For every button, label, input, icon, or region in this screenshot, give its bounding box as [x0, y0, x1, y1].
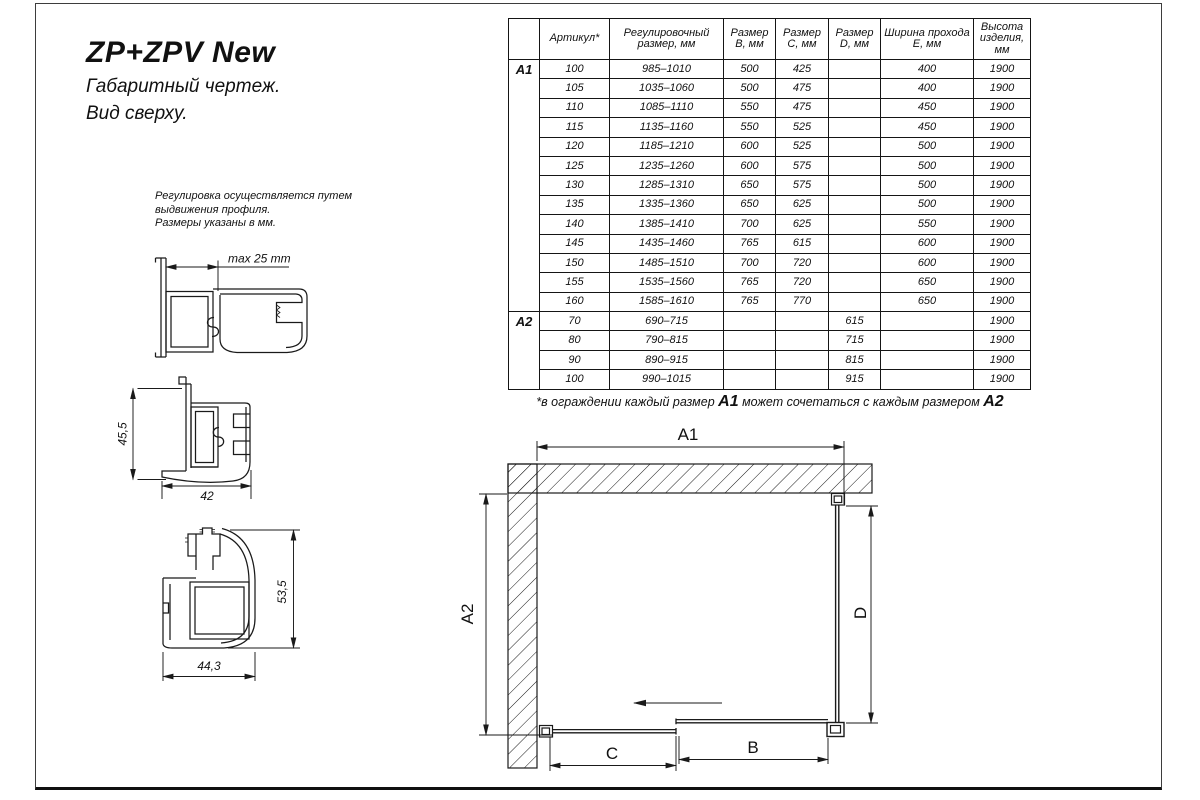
table-cell: 500: [724, 60, 776, 79]
table-cell: [829, 234, 881, 253]
table-cell: 650: [881, 273, 974, 292]
table-cell: 1900: [974, 60, 1031, 79]
table-cell: 1900: [974, 215, 1031, 234]
table-cell: 525: [776, 118, 829, 137]
dim-label-a2: A2: [458, 603, 477, 625]
product-title: ZP+ZPV New: [86, 36, 276, 69]
table-cell: [829, 137, 881, 156]
table-row: [509, 156, 1031, 175]
table-cell: 1335–1360: [610, 195, 724, 214]
table-cell: 400: [881, 79, 974, 98]
table-cell: 1900: [974, 370, 1031, 389]
table-cell: 1900: [974, 292, 1031, 311]
table-header-cell: Ширина прохода E, мм: [881, 19, 974, 60]
table-row: [509, 350, 1031, 369]
table-cell: 1900: [974, 156, 1031, 175]
table-cell: [829, 98, 881, 117]
group-label-cell: A1: [509, 60, 540, 312]
table-cell: 715: [829, 331, 881, 350]
table-cell: 105: [540, 79, 610, 98]
footnote-a2: A2: [983, 393, 1004, 410]
table-row: [509, 215, 1031, 234]
table-cell: 915: [829, 370, 881, 389]
table-cell: 500: [881, 137, 974, 156]
fixed-panel-c: [553, 728, 677, 735]
table-cell: 1585–1610: [610, 292, 724, 311]
table-cell: [776, 331, 829, 350]
dim-label-a1: A1: [677, 425, 699, 444]
table-row: [509, 98, 1031, 117]
table-cell: 765: [724, 273, 776, 292]
table-cell: 450: [881, 118, 974, 137]
profile-chamber-outer: [190, 582, 249, 639]
table-cell: [829, 60, 881, 79]
dim-label-42: 42: [200, 489, 214, 503]
view-label: Вид сверху.: [86, 103, 188, 124]
table-cell: [829, 79, 881, 98]
table-cell: 70: [540, 312, 610, 331]
table-cell: 1435–1460: [610, 234, 724, 253]
profile-right-inner: [220, 294, 302, 348]
table-cell: 890–915: [610, 350, 724, 369]
sliding-door-b: [676, 719, 828, 725]
profile-right-walls: [246, 407, 250, 462]
table-cell: 1535–1560: [610, 273, 724, 292]
table-row: [509, 312, 1031, 331]
table-cell: 135: [540, 195, 610, 214]
note-line: Регулировка осуществляется путем: [155, 190, 352, 202]
table-cell: 1085–1110: [610, 98, 724, 117]
table-cell: 1900: [974, 273, 1031, 292]
size-table: [508, 18, 1031, 390]
table-cell: 650: [881, 292, 974, 311]
table-cell: [829, 253, 881, 272]
table-header-cell: Размер B, мм: [724, 19, 776, 60]
profile-right-outer: [213, 289, 307, 353]
table-cell: 475: [776, 98, 829, 117]
table-cell: [829, 176, 881, 195]
profile-chamber-inner: [171, 297, 208, 348]
side-panel-d: [832, 494, 845, 724]
table-cell: 160: [540, 292, 610, 311]
table-cell: 575: [776, 156, 829, 175]
profile-chamber-outer: [166, 292, 213, 353]
table-cell: 120: [540, 137, 610, 156]
table-cell: 625: [776, 215, 829, 234]
table-cell: 100: [540, 60, 610, 79]
dim-45-5: [133, 389, 182, 480]
profile-notches: [234, 414, 251, 455]
table-cell: [776, 350, 829, 369]
table-cell: 575: [776, 176, 829, 195]
table-cell: 475: [776, 79, 829, 98]
table-cell: 90: [540, 350, 610, 369]
table-cell: 1900: [974, 79, 1031, 98]
table-cell: 1900: [974, 176, 1031, 195]
table-cell: 815: [829, 350, 881, 369]
table-cell: [776, 312, 829, 331]
table-row: [509, 292, 1031, 311]
dim-label-b: B: [747, 738, 759, 757]
dim-label-44-3: 44,3: [197, 659, 221, 673]
table-cell: [829, 156, 881, 175]
table-cell: 700: [724, 215, 776, 234]
table-cell: 500: [881, 156, 974, 175]
table-cell: 650: [724, 176, 776, 195]
table-cell: 600: [881, 253, 974, 272]
corner-bracket: [827, 723, 844, 737]
table-cell: 720: [776, 253, 829, 272]
table-cell: 765: [724, 234, 776, 253]
table-cell: [724, 370, 776, 389]
table-cell: 1900: [974, 253, 1031, 272]
table-row: [509, 79, 1031, 98]
footnote-text: *в ограждении каждый размер: [536, 395, 719, 409]
table-cell: 400: [881, 60, 974, 79]
table-cell: [829, 215, 881, 234]
table-cell: [829, 292, 881, 311]
table-header-cell: Размер C, мм: [776, 19, 829, 60]
table-cell: 1485–1510: [610, 253, 724, 272]
table-cell: [776, 370, 829, 389]
table-cell: 1900: [974, 234, 1031, 253]
table-cell: 1900: [974, 331, 1031, 350]
table-cell: 615: [776, 234, 829, 253]
table-cell: 150: [540, 253, 610, 272]
table-row: [509, 195, 1031, 214]
profile-section-2: [116, 377, 252, 503]
table-cell: [829, 118, 881, 137]
table-cell: 765: [724, 292, 776, 311]
note-line: Размеры указаны в мм.: [155, 217, 276, 229]
profile-bottom: [163, 644, 224, 648]
glass-tongue: [188, 528, 220, 570]
table-header-cell: Размер D, мм: [829, 19, 881, 60]
table-cell: 600: [724, 137, 776, 156]
wall-left: [508, 464, 537, 768]
table-cell: 500: [881, 195, 974, 214]
table-row: [509, 176, 1031, 195]
table-header-row: [509, 19, 1031, 60]
table-footnote: [500, 393, 1040, 411]
table-cell: 1900: [974, 98, 1031, 117]
table-cell: 145: [540, 234, 610, 253]
dim-label-53-5: 53,5: [275, 580, 289, 604]
table-cell: 790–815: [610, 331, 724, 350]
table-cell: 1285–1310: [610, 176, 724, 195]
dim-label-c: C: [605, 744, 619, 763]
table-cell: 625: [776, 195, 829, 214]
table-header-cell: Высота изделия, мм: [974, 19, 1031, 60]
table-cell: 1900: [974, 137, 1031, 156]
table-cell: [881, 370, 974, 389]
profile-section-1: [156, 252, 308, 358]
footnote-a1: A1: [718, 393, 739, 410]
table-cell: 450: [881, 98, 974, 117]
table-row: [509, 331, 1031, 350]
table-row: [509, 370, 1031, 389]
table-cell: [881, 350, 974, 369]
table-cell: 500: [881, 176, 974, 195]
table-cell: 140: [540, 215, 610, 234]
table-cell: 700: [724, 253, 776, 272]
adjustment-note: [155, 190, 352, 231]
table-cell: [724, 331, 776, 350]
table-cell: [724, 312, 776, 331]
table-cell: 615: [829, 312, 881, 331]
dim-53-5: [228, 530, 300, 648]
table-cell: 425: [776, 60, 829, 79]
footnote-text: может сочетаться с каждым размером: [738, 395, 984, 409]
profile-right-inner: [220, 534, 249, 643]
table-cell: 720: [776, 273, 829, 292]
table-row: [509, 60, 1031, 79]
tongue-serration: [185, 530, 215, 543]
wall-top: [508, 464, 872, 493]
profile-chamber-inner: [195, 587, 244, 634]
profile-cross-sections: [95, 248, 340, 693]
profile-chamber-inner: [196, 412, 214, 463]
table-cell: 985–1010: [610, 60, 724, 79]
table-cell: 115: [540, 118, 610, 137]
table-cell: 80: [540, 331, 610, 350]
table-header-cell: Артикул*: [540, 19, 610, 60]
table-cell: 110: [540, 98, 610, 117]
table-cell: [724, 350, 776, 369]
table-cell: 525: [776, 137, 829, 156]
dim-label-max25: max 25 mm: [228, 251, 291, 266]
table-cell: 600: [724, 156, 776, 175]
top-view-plan: [455, 420, 947, 800]
table-cell: 1035–1060: [610, 79, 724, 98]
wall-mount-bar: [179, 377, 191, 471]
table-cell: 1900: [974, 350, 1031, 369]
group-label-cell: A2: [509, 312, 540, 390]
note-line: выдвижения профиля.: [155, 203, 271, 216]
table-cell: 550: [724, 98, 776, 117]
table-cell: 1385–1410: [610, 215, 724, 234]
table-cell: 690–715: [610, 312, 724, 331]
wall-mount-bar: [156, 258, 167, 357]
table-cell: 125: [540, 156, 610, 175]
table-corner-cell: [509, 19, 540, 60]
table-cell: 990–1015: [610, 370, 724, 389]
table-cell: 650: [724, 195, 776, 214]
table-cell: 600: [881, 234, 974, 253]
table-cell: 1900: [974, 195, 1031, 214]
dim-label-45-5: 45,5: [115, 422, 130, 446]
table-cell: 550: [724, 118, 776, 137]
drawing-type-label: Габаритный чертеж.: [86, 76, 281, 97]
table-row: [509, 234, 1031, 253]
table-cell: 1900: [974, 118, 1031, 137]
profile-section-3: [163, 528, 300, 681]
table-row: [509, 137, 1031, 156]
table-cell: 100: [540, 370, 610, 389]
table-cell: [881, 331, 974, 350]
dim-label-d: D: [851, 606, 870, 620]
table-cell: 1235–1260: [610, 156, 724, 175]
table-row: [509, 273, 1031, 292]
table-cell: 1900: [974, 312, 1031, 331]
profile-left-wall: [163, 578, 196, 644]
table-cell: 770: [776, 292, 829, 311]
table-row: [509, 118, 1031, 137]
table-cell: 1185–1210: [610, 137, 724, 156]
table-cell: 500: [724, 79, 776, 98]
table-cell: 550: [881, 215, 974, 234]
table-cell: [829, 273, 881, 292]
table-cell: [881, 312, 974, 331]
table-cell: 155: [540, 273, 610, 292]
table-cell: [829, 195, 881, 214]
table-row: [509, 253, 1031, 272]
table-cell: 1135–1160: [610, 118, 724, 137]
table-header-cell: Регулировочный размер, мм: [610, 19, 724, 60]
table-cell: 130: [540, 176, 610, 195]
profile-bottom-skirt: [162, 462, 250, 482]
